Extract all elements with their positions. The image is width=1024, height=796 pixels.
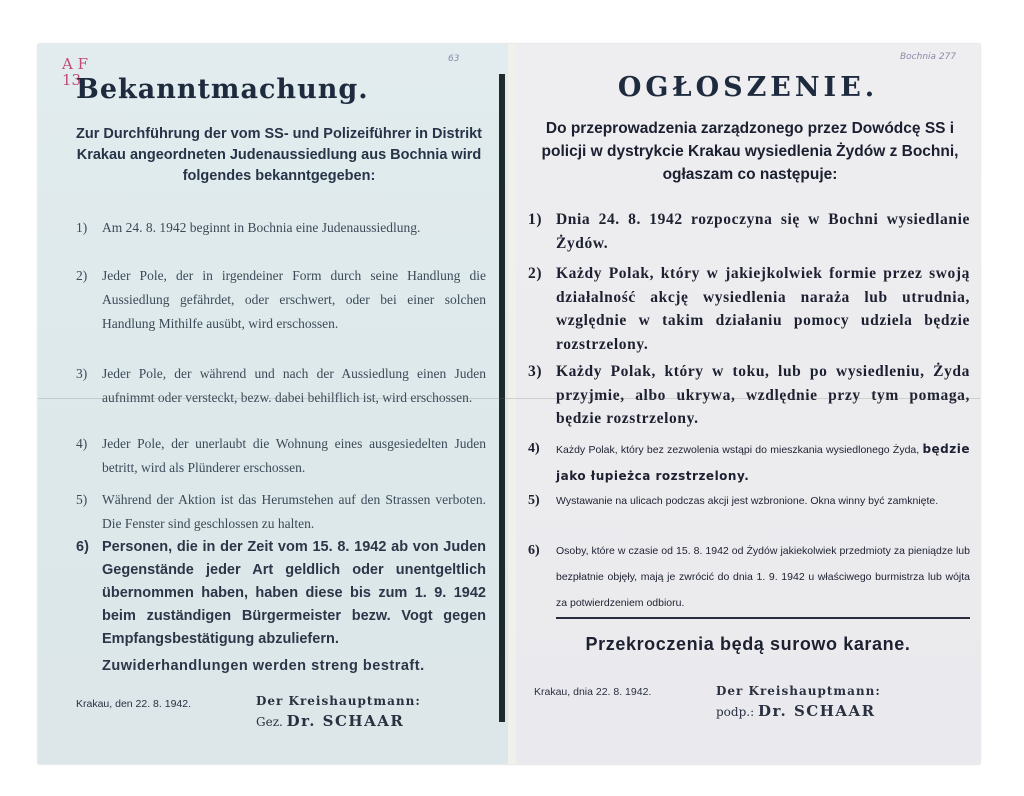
german-warning: Zuwiderhandlungen werden streng bestraft. bbox=[102, 658, 425, 674]
german-signature bbox=[256, 712, 404, 730]
item-number: 6) bbox=[76, 539, 89, 555]
german-column bbox=[38, 44, 508, 764]
item-text: Dnia 24. 8. 1942 rozpoczyna się w Bochni wysiedlanie Żydów. bbox=[556, 211, 970, 252]
polish-intro: Do przeprowadzenia zarządzonego przez Dowódcę SS i policji w dystrykcie Krakau wysiedlenia Żydów z Bochni, ogłaszam co następuje: bbox=[541, 120, 959, 183]
signature-prefix: podp.: bbox=[716, 705, 755, 719]
item-text: Każdy Polak, który w jakiejkolwiek formie przez swoją działalność akcję wysiedlenia naraża lub utrudnia, względnie w takim działaniu pomocy udziela będzie rozstrzelony. bbox=[556, 265, 970, 353]
pencil-note-german: 63 bbox=[448, 54, 460, 64]
item-number: 3) bbox=[76, 366, 88, 381]
item-text: Wystawanie na ulicach podczas akcji jest wzbronione. Okna winny być zamknięte. bbox=[556, 495, 939, 507]
stamp-line-1: A F bbox=[62, 55, 89, 73]
item-text: Personen, die in der Zeit vom 15. 8. 1942 ab von Juden Gegenstände jeder Art geldlich oder unentgeltlich übernommen haben, haben diese bis zum 1. 9. 1942 beim zuständigen Bürgermeister bezw. Vogt gegen Empfangsbestätigung abzuliefern. bbox=[102, 539, 486, 647]
polish-title: OGŁOSZENIE. bbox=[617, 72, 879, 103]
paper-fold-line bbox=[38, 398, 980, 399]
polish-column bbox=[516, 44, 980, 764]
item-text: Każdy Polak, który bez zezwolenia wstąpi do mieszkania wysiedlonego Żyda, bbox=[556, 444, 920, 456]
item-text: Osoby, które w czasie od 15. 8. 1942 od Żydów jakiekolwiek przedmioty za pieniądze lub bezpłatnie objęły, mają je zwrócić do dnia 1. 9. 1942 u właściwego burmistrza lub wójta za potwierdzeniem odbioru. bbox=[556, 538, 970, 619]
item-text-wrap bbox=[556, 436, 970, 490]
item-number: 5) bbox=[76, 492, 88, 507]
item-number: 3) bbox=[528, 363, 543, 380]
item-text: Jeder Pole, der unerlaubt die Wohnung eines ausgesiedelten Juden betritt, wird als Plünderer erschossen. bbox=[102, 436, 486, 475]
pencil-note-polish: Bochnia 277 bbox=[900, 52, 957, 62]
item-text: Jeder Pole, der in irgendeiner Form durch seine Handlung die Aussiedlung gefährdet, oder erschwert, oder bei einer solchen Handlung Mithilfe ausübt, wird erschossen. bbox=[102, 268, 486, 331]
signature-name: Dr. SCHAAR bbox=[286, 712, 405, 730]
item-emphasis: będzie jako łupieżca rozstrzelony. bbox=[556, 442, 970, 483]
notice-sheet bbox=[38, 44, 980, 764]
item-text: Jeder Pole, der während und nach der Aussiedlung einen Juden aufnimmt oder versteckt, bezw. dabei behilflich ist, wird erschossen. bbox=[102, 366, 486, 405]
german-intro: Zur Durchführung der vom SS- und Polizeiführer in Distrikt Krakau angeordneten Judenaussiedlung aus Bochnia wird folgendes bekanntgegeben: bbox=[75, 126, 483, 184]
stamp-line-2: 13 bbox=[62, 71, 82, 89]
signature-name: Dr. SCHAAR bbox=[757, 702, 876, 720]
german-signature-title: Der Kreishauptmann: bbox=[256, 694, 421, 708]
polish-signature bbox=[716, 702, 876, 720]
item-number: 4) bbox=[528, 441, 540, 456]
item-number: 6) bbox=[528, 543, 540, 558]
item-number: 2) bbox=[528, 265, 543, 282]
item-text: Während der Aktion ist das Herumstehen auf den Strassen verboten. Die Fenster sind geschlossen zu halten. bbox=[102, 492, 486, 531]
item-number: 2) bbox=[76, 268, 88, 283]
polish-warning: Przekroczenia będą surowo karane. bbox=[585, 634, 911, 654]
german-place-date: Krakau, den 22. 8. 1942. bbox=[76, 698, 192, 710]
item-text: Każdy Polak, który w toku, lub po wysiedleniu, Żyda przyjmie, albo ukrywa, wzdlędnie przy tym pomaga, będzie rozstrzelony. bbox=[556, 363, 970, 427]
item-number: 4) bbox=[76, 436, 88, 451]
polish-signature-title: Der Kreishauptmann: bbox=[716, 684, 881, 698]
german-title: Bekanntmachung. bbox=[76, 74, 369, 105]
signature-prefix: Gez. bbox=[256, 715, 283, 729]
item-number: 5) bbox=[528, 493, 540, 508]
item-number: 1) bbox=[76, 220, 88, 235]
polish-place-date: Krakau, dnia 22. 8. 1942. bbox=[534, 686, 652, 698]
item-text: Am 24. 8. 1942 beginnt in Bochnia eine Judenaussiedlung. bbox=[102, 220, 421, 235]
item-number: 1) bbox=[528, 211, 543, 228]
